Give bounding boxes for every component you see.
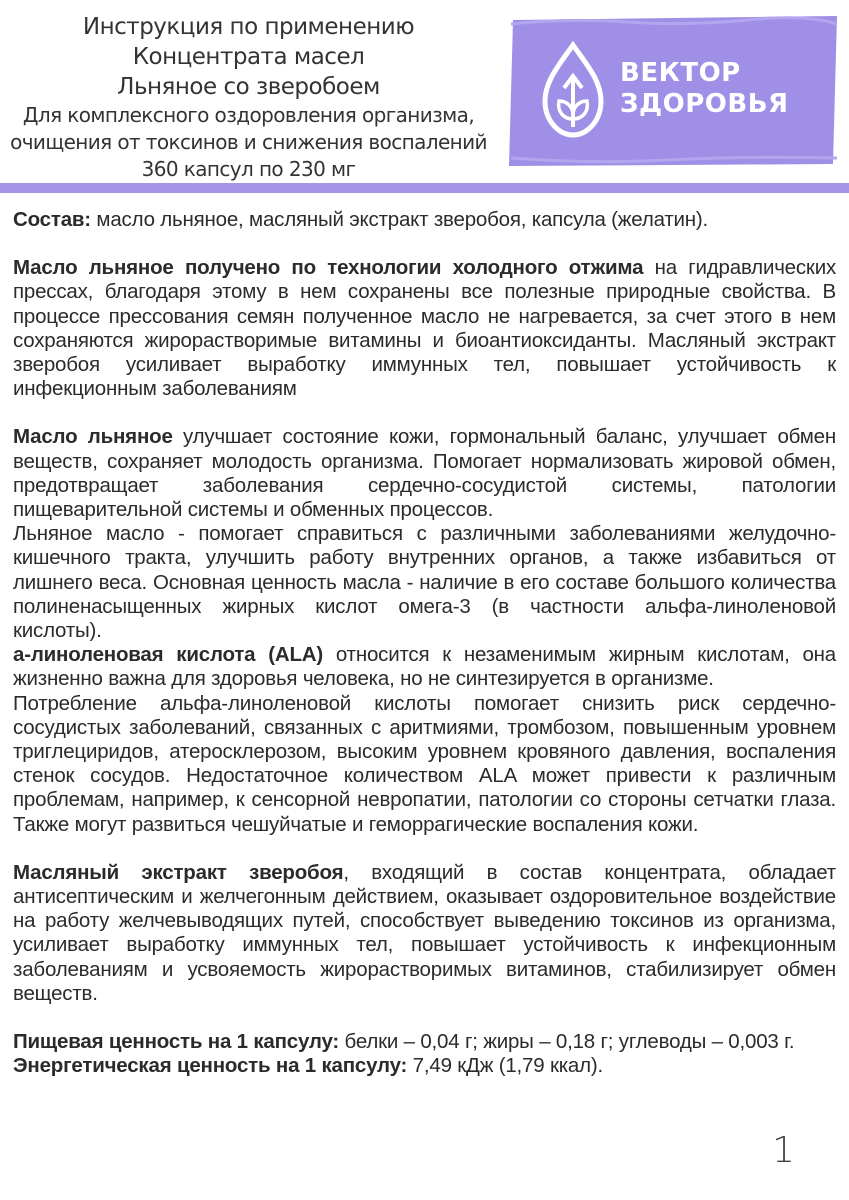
energy-text: 7,49 кДж (1,79 ккал).: [407, 1054, 604, 1078]
logo-line: ЗДОРОВЬЯ: [620, 89, 789, 119]
page-number: 1: [772, 1130, 795, 1171]
composition-text: масло льняное, масляный экстракт зверобоя, капсула (желатин).: [90, 208, 709, 231]
flax-oil-benefits-paragraph: [13, 425, 836, 522]
energy-label: Энергетическая ценность на 1 капсулу:: [13, 1054, 408, 1078]
title-line: Концентрата масел: [132, 44, 365, 70]
subtitle-line: очищения от токсинов и снижения воспалений: [10, 130, 487, 154]
brand-logo: [507, 14, 839, 168]
paragraph-text: на гидравлических прессах, благодаря этому в нем сохранены все полезные природные свойства. В процессе прессования семян полученное масло не нагревается, за счет этого в нем сохраняются жирорастворимые витамины и биоантиоксиданты. Масляный экстракт зверобоя усиливает выработку иммунных тел, повышает устойчивость к инфекционным заболеваниям: [13, 256, 836, 401]
paragraph-text: , входящий в состав концентрата, обладает антисептическим и желчегонным действием, оказывает оздоровительное воздействие на работу желчевыводящих путей, способствует выведению токсинов из организма, усиливает выработку иммунных тел, повышает устойчивость к инфекционным заболеваниям и усвояемость жирорастворимых витаминов, стабилизирует обмен веществ.: [13, 860, 836, 1005]
flax-oil-production-paragraph: [13, 256, 836, 401]
drop-leaf-arrow-icon: [533, 41, 613, 141]
paragraph-lead: Масляный экстракт зверобоя: [13, 860, 344, 884]
subtitle-line: Для комплексного оздоровления организма,: [22, 103, 475, 127]
instruction-body: [13, 208, 836, 1079]
header-divider: [0, 183, 849, 193]
title-block: [0, 12, 497, 183]
st-johns-wort-paragraph: [13, 861, 836, 1006]
logo-wordmark: [620, 58, 789, 120]
ala-risk-paragraph: Потребление альфа-линоленовой кислоты помогает снизить риск сердечно-сосудистых заболеваний, связанных с аритмиями, тромбозом, повышенным уровнем триглециридов, атеросклерозом, высоким уровнем кровяного давления, воспаления стенок сосудов. Недостаточное количеством ALA может привести к различным проблемам, например, к сенсорной невропатии, патологии со стороны сетчатки глаза. Также могут развиться чешуйчатые и геморрагические воспаления кожи.: [13, 691, 836, 836]
paragraph-text: относится к незаменимым жирным кислотам, она жизненно важна для здоровья человека, но не синтезируется в организме.: [13, 643, 836, 691]
composition-label: Состав:: [13, 208, 91, 231]
energy-value: [13, 1054, 836, 1078]
subtitle-line: 360 капсул по 230 мг: [141, 157, 356, 181]
nutrition-value: [13, 1030, 836, 1054]
paragraph-lead: Масло льняное получено по технологии холодного отжима: [13, 256, 644, 280]
ala-paragraph: [13, 643, 836, 691]
paragraph-lead: а-линоленовая кислота (ALA): [13, 643, 324, 667]
nutrition-text: белки – 0,04 г; жиры – 0,18 г; углеводы – 0,003 г.: [339, 1030, 795, 1054]
title-line: Льняное со зверобоем: [117, 74, 380, 100]
nutrition-label: Пищевая ценность на 1 капсулу:: [13, 1030, 340, 1054]
logo-line: ВЕКТОР: [620, 58, 741, 88]
paragraph-text: улучшает состояние кожи, гормональный баланс, улучшает обмен веществ, сохраняет молодость организма. Помогает нормализовать жировой обмен, предотвращает заболевания сердечно-сосудистой системы, патологии пищеварительной системы и обменных процессов.: [13, 425, 836, 522]
header: [0, 0, 849, 185]
flax-oil-value-paragraph: Льняное масло - помогает справиться с различными заболеваниями желудочно-кишечного тракта, улучшить работу внутренних органов, а также избавиться от лишнего веса. Основная ценность масла - наличие в его составе большого количества полиненасыщенных жирных кислот омега-3 (в частности альфа-линоленовой кислоты).: [13, 522, 836, 643]
composition-paragraph: [13, 208, 836, 232]
title-line: Инструкция по применению: [82, 14, 415, 40]
paragraph-lead: Масло льняное: [13, 425, 173, 449]
